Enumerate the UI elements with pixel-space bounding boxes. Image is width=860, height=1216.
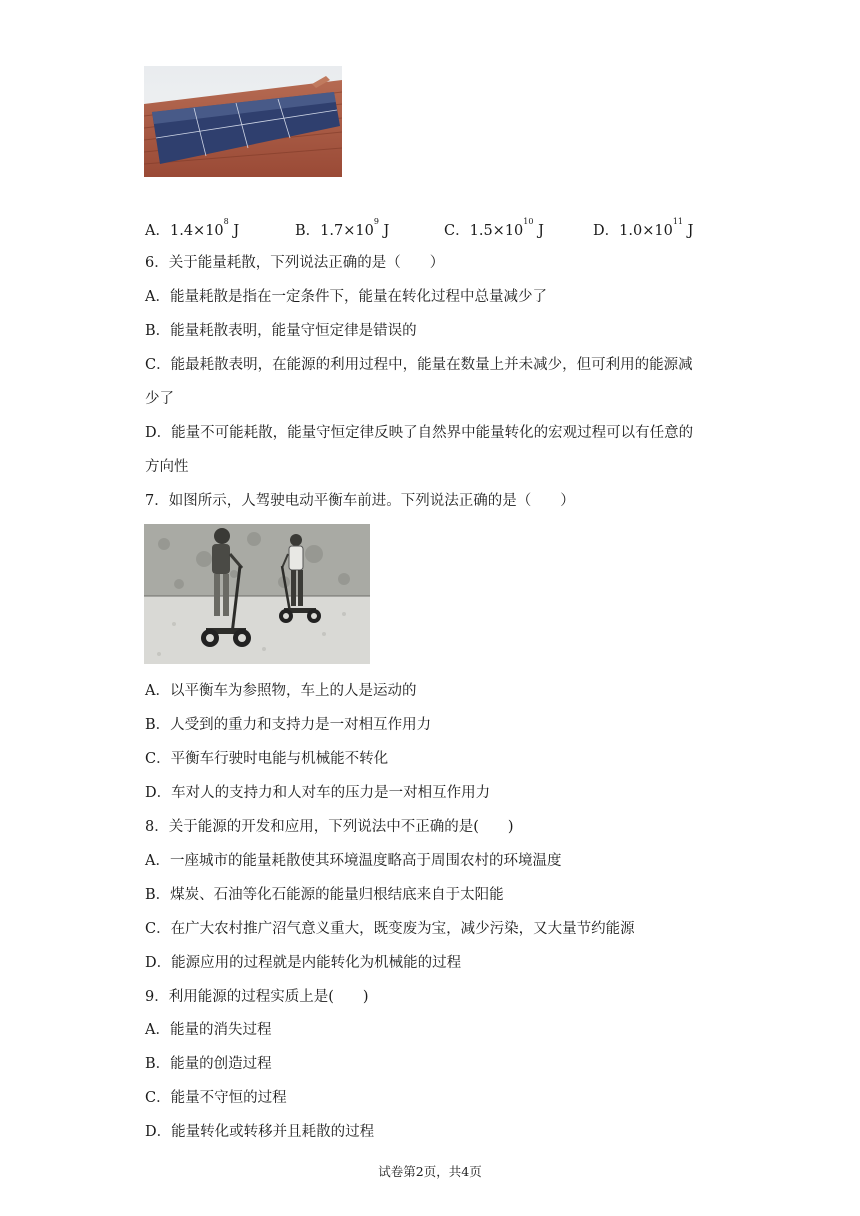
q6-option-b[interactable]: B．能量耗散表明，能量守恒定律是错误的 <box>145 323 417 339</box>
q9-option-d[interactable]: D．能量转化或转移并且耗散的过程 <box>145 1124 375 1140</box>
q7-option-c[interactable]: C．平衡车行驶时电能与机械能不转化 <box>145 751 389 767</box>
q5-option-d[interactable]: D．$1.0\times 10^{11}$ J <box>593 217 694 239</box>
q7-stem: 7．如图所示，人驾驶电动平衡车前进。下列说法正确的是（ ） <box>145 493 575 509</box>
q5-option-b[interactable]: B．$1.7\times 10^9$ J <box>295 217 390 239</box>
q6-option-d-line2[interactable]: 方向性 <box>145 459 189 475</box>
q8-option-d[interactable]: D．能源应用的过程就是内能转化为机械能的过程 <box>145 955 462 971</box>
q5-options <box>145 219 745 241</box>
q9-stem: 9．利用能源的过程实质上是( ) <box>145 989 369 1005</box>
q8-stem: 8．关于能源的开发和应用，下列说法中不正确的是( ) <box>145 819 514 835</box>
q8-option-c[interactable]: C．在广大农村推广沼气意义重大，既变废为宝，减少污染，又大量节约能源 <box>145 921 635 937</box>
q5-option-a[interactable]: A．$1.4\times 10^8$ J <box>145 217 240 239</box>
q9-option-b[interactable]: B．能量的创造过程 <box>145 1056 272 1072</box>
q9-option-c[interactable]: C．能量不守恒的过程 <box>145 1090 287 1106</box>
q7-option-d[interactable]: D．车对人的支持力和人对车的压力是一对相互作用力 <box>145 785 491 801</box>
q6-stem: 6．关于能量耗散，下列说法正确的是（ ） <box>145 255 445 271</box>
q6-option-c-line1[interactable]: C．能最耗散表明，在能源的利用过程中，能量在数量上并未减少，但可利用的能源减 <box>145 357 693 373</box>
balance-scooter-image <box>144 524 370 664</box>
solar-panel-image <box>144 66 342 177</box>
q8-option-b[interactable]: B．煤炭、石油等化石能源的能量归根结底来自于太阳能 <box>145 887 504 903</box>
q9-option-a[interactable]: A．能量的消失过程 <box>145 1022 272 1038</box>
q8-option-a[interactable]: A．一座城市的能量耗散使其环境温度略高于周围农村的环境温度 <box>145 853 562 869</box>
page-footer: 试卷第2页，共4页 <box>378 1164 482 1179</box>
q5-option-c[interactable]: C．$1.5\times 10^{10}$ J <box>444 217 544 239</box>
solar-panel-figure <box>144 66 342 177</box>
balance-scooter-figure <box>144 524 370 664</box>
q7-option-a[interactable]: A．以平衡车为参照物，车上的人是运动的 <box>145 683 417 699</box>
q7-option-b[interactable]: B．人受到的重力和支持力是一对相互作用力 <box>145 717 432 733</box>
q6-option-c-line2[interactable]: 少了 <box>145 391 174 407</box>
q6-option-d-line1[interactable]: D．能量不可能耗散，能量守恒定律反映了自然界中能量转化的宏观过程可以有任意的 <box>145 425 694 441</box>
q6-option-a[interactable]: A．能量耗散是指在一定条件下，能量在转化过程中总量减少了 <box>145 289 547 305</box>
